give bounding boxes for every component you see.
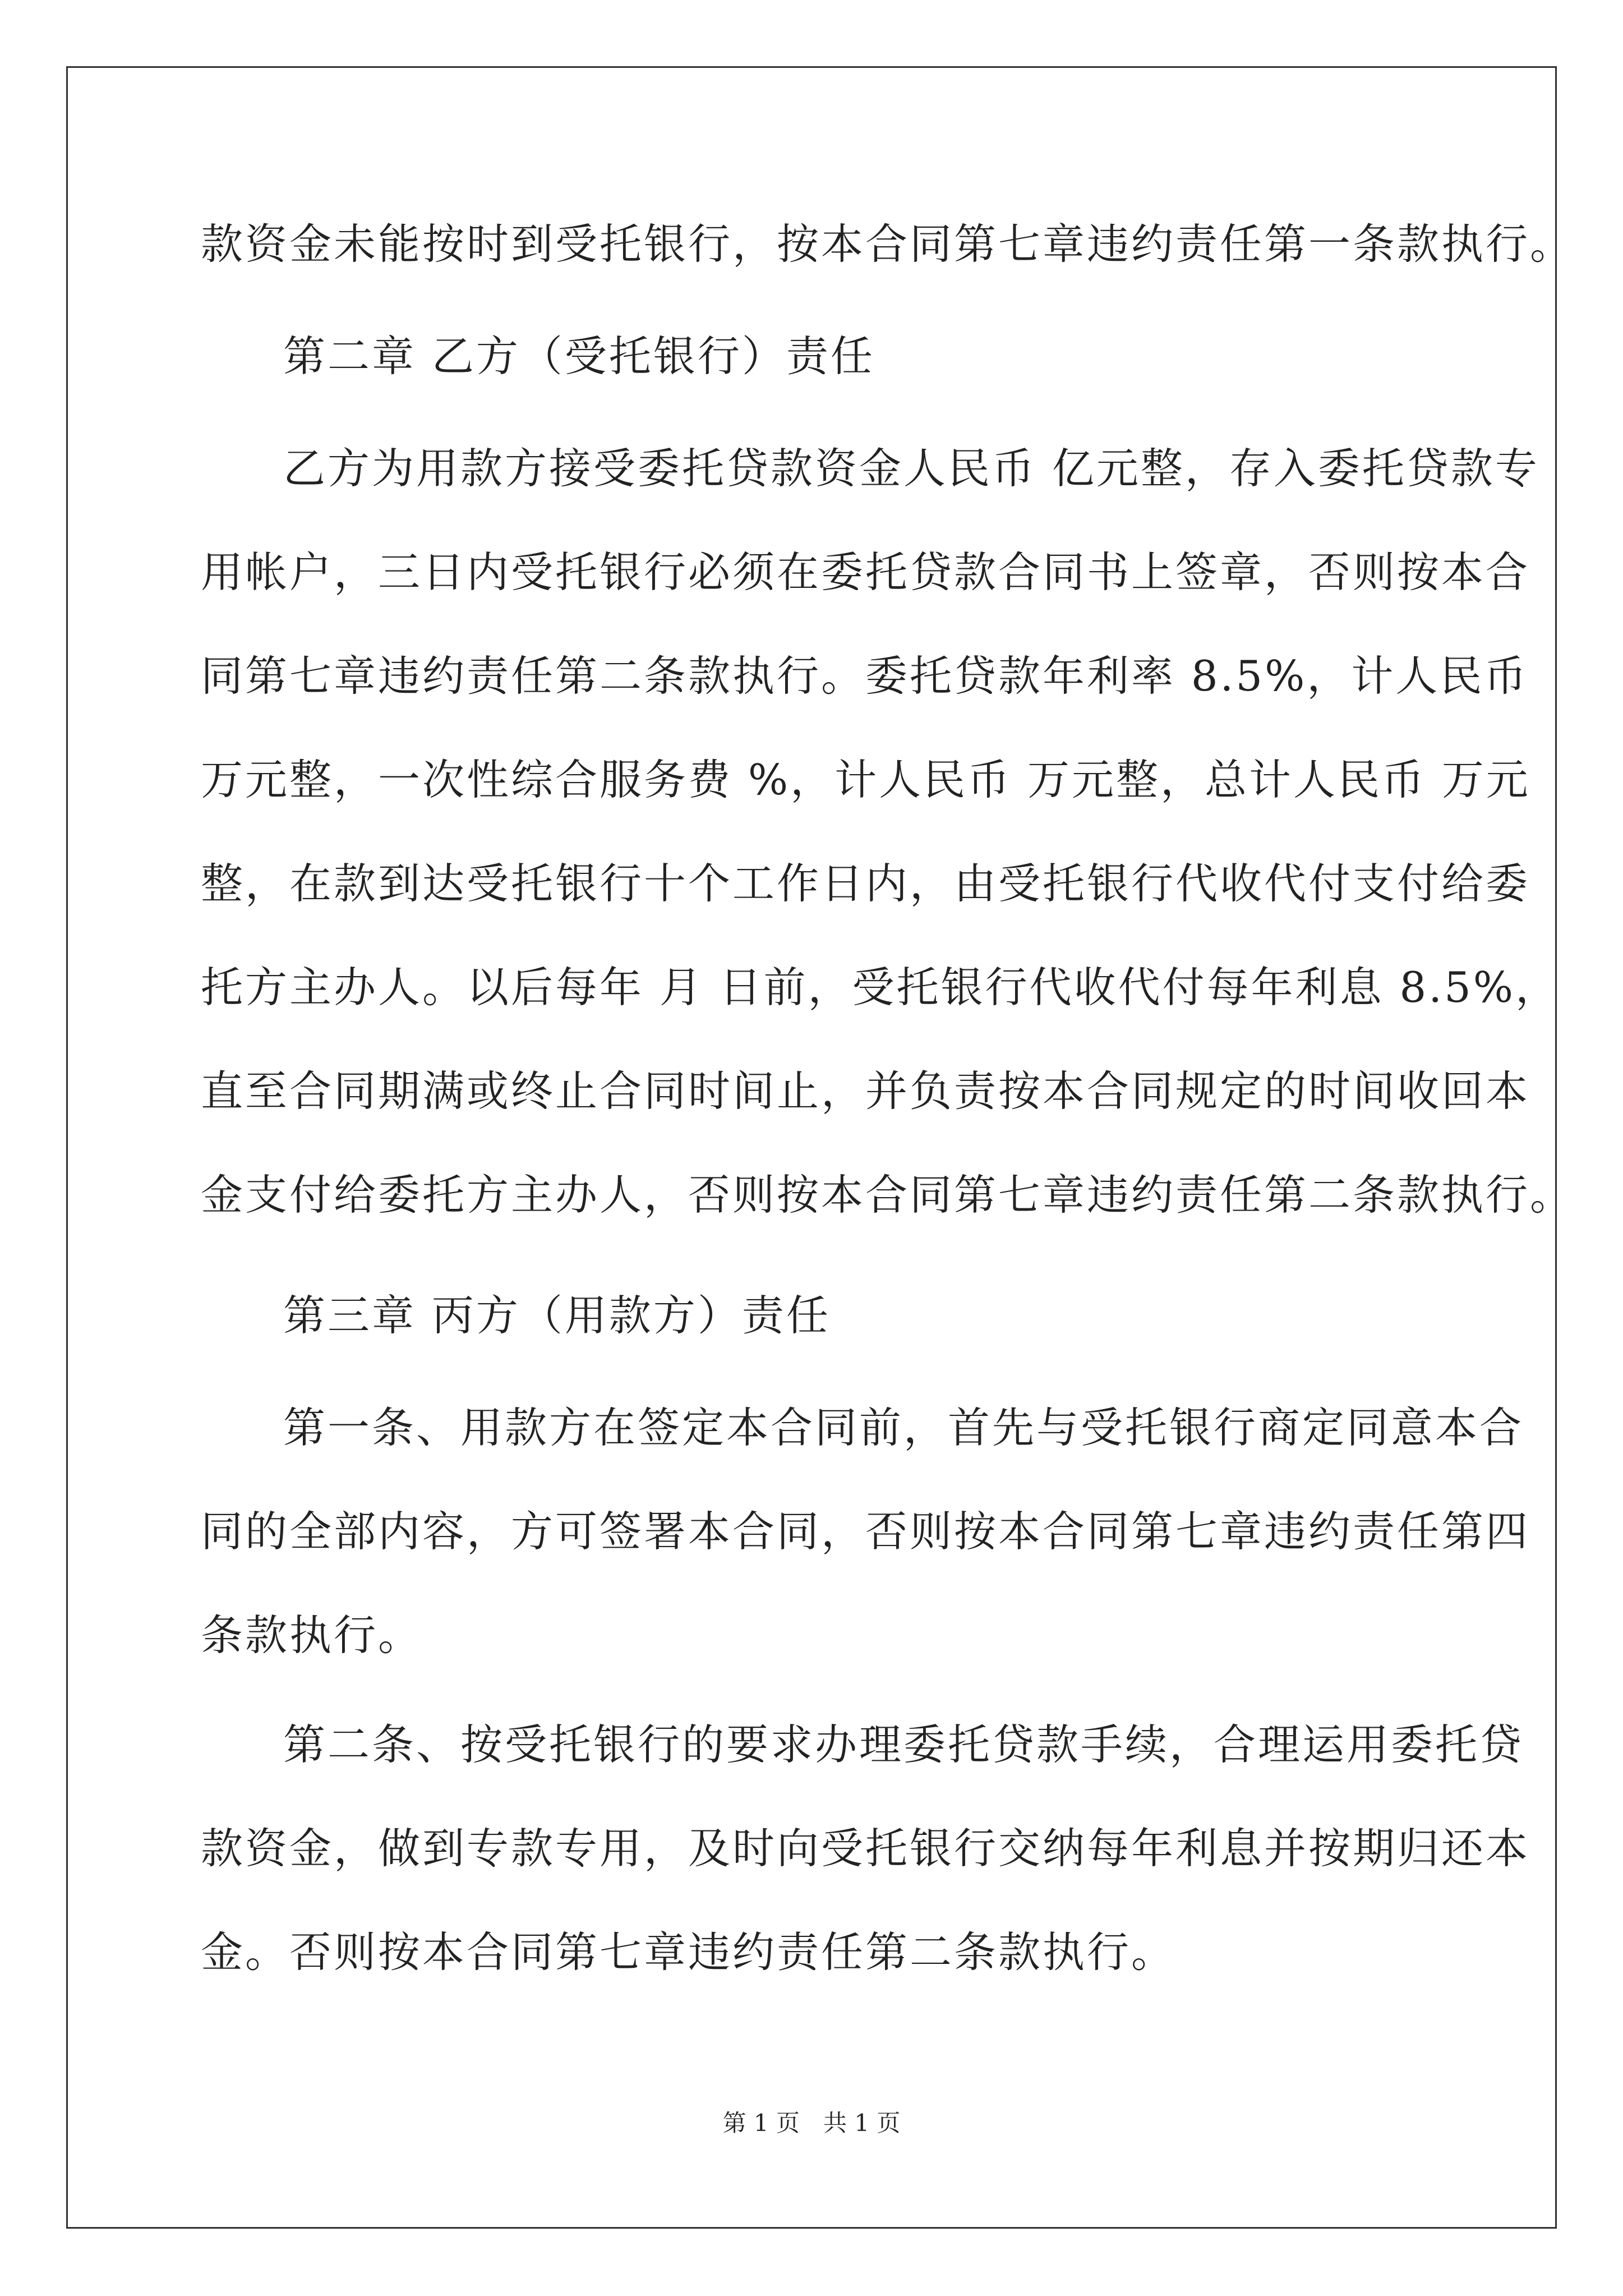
- text-line: 万元整，一次性综合服务费 %，计人民币 万元整，总计人民币 万元: [201, 755, 1530, 804]
- chapter-heading: 第三章 丙方（用款方）责任: [283, 1291, 831, 1340]
- text-line: 同的全部内容，方可签署本合同，否则按本合同第七章违约责任第四: [201, 1507, 1530, 1556]
- text-line: 款资金，做到专款专用，及时向受托银行交纳每年利息并按期归还本: [201, 1824, 1530, 1873]
- text-line: 托方主办人。以后每年 月 日前，受托银行代收代付每年利息 8.5%，: [201, 963, 1560, 1012]
- page-number: 第 1 页 共 1 页: [722, 2109, 901, 2137]
- text-line: 款资金未能按时到受托银行，按本合同第七章违约责任第一条款执行。: [201, 219, 1575, 269]
- text-line: 第二条、按受托银行的要求办理委托贷款手续，合理运用委托贷: [283, 1720, 1524, 1769]
- text-line: 条款执行。: [201, 1611, 423, 1660]
- text-line: 乙方为用款方接受委托贷款资金人民币 亿元整，存入委托贷款专: [283, 444, 1539, 493]
- text-line: 第一条、用款方在签定本合同前，首先与受托银行商定同意本合: [283, 1403, 1524, 1452]
- text-line: 金。否则按本合同第七章违约责任第二条款执行。: [201, 1927, 1176, 1977]
- text-line: 整，在款到达受托银行十个工作日内，由受托银行代收代付支付给委: [201, 859, 1530, 908]
- text-line: 同第七章违约责任第二条款执行。委托贷款年利率 8.5%，计人民币: [201, 651, 1529, 701]
- text-line: 金支付给委托方主办人，否则按本合同第七章违约责任第二条款执行。: [201, 1170, 1575, 1220]
- text-line: 用帐户，三日内受托银行必须在委托贷款合同书上签章，否则按本合: [201, 547, 1530, 597]
- chapter-heading: 第二章 乙方（受托银行）责任: [283, 332, 875, 381]
- text-line: 直至合同期满或终止合同时间止，并负责按本合同规定的时间收回本: [201, 1066, 1530, 1116]
